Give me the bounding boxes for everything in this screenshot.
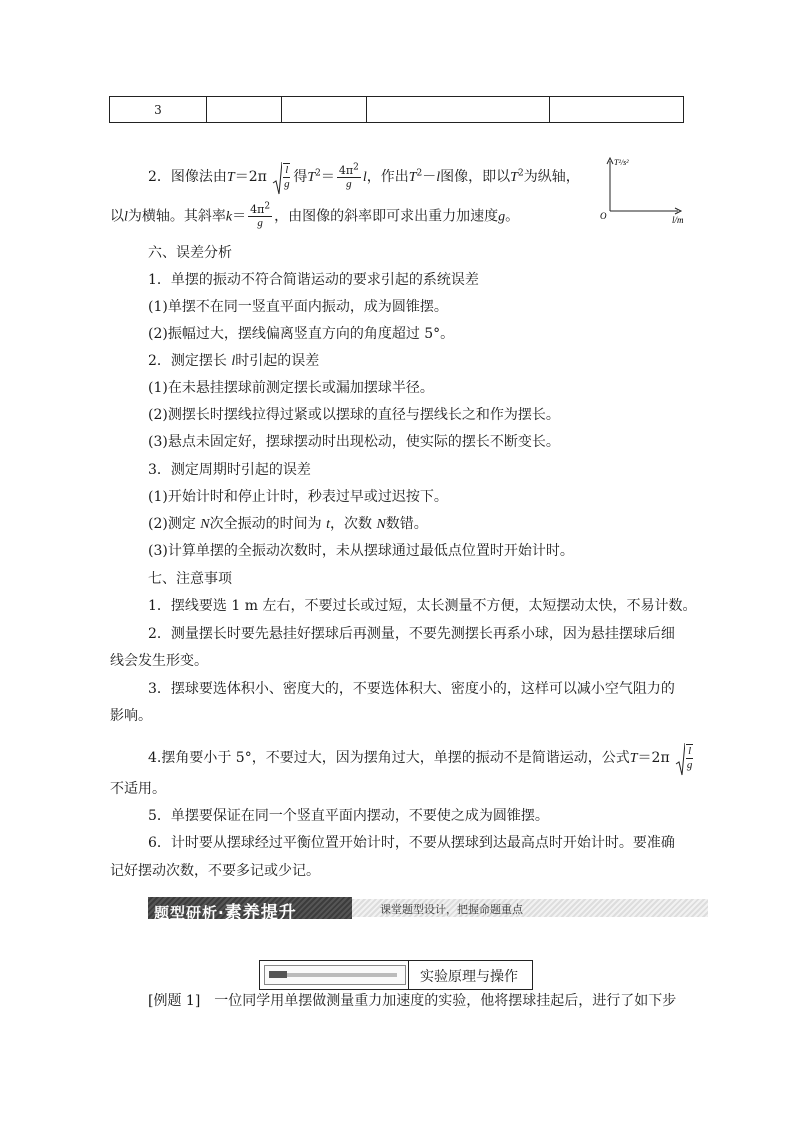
paragraph: 不适用。 xyxy=(110,781,166,797)
text: T xyxy=(226,170,235,185)
text: π xyxy=(257,169,267,185)
section-label: 实验原理与操作 xyxy=(420,969,518,985)
paragraph: (3)悬点未固定好，摆球摆动时出现松动，使实际的摆长不断变长。 xyxy=(148,434,560,450)
table-cell xyxy=(550,97,684,123)
text: ＝2 xyxy=(234,169,258,185)
text: · xyxy=(218,904,225,922)
text: 次全振动的时间为 xyxy=(209,516,322,532)
banner-subtitle: 课堂题型设计，把握命题重点 xyxy=(380,903,523,916)
text: 为纵轴， xyxy=(523,169,580,185)
superscript: 2 xyxy=(353,161,359,172)
text: l xyxy=(436,170,441,185)
section-banner xyxy=(148,897,708,923)
paragraph: (3)计算单摆的全振动次数时，未从摆球通过最低点位置时开始计时。 xyxy=(148,543,574,559)
paragraph xyxy=(148,744,696,772)
superscript: 2 xyxy=(416,168,423,179)
heading-error-analysis: 六、误差分析 xyxy=(148,245,232,261)
paragraph: 3．摆球要选体积小、密度大的，不要选体积大、密度小的，这样可以减小空气阻力的 xyxy=(148,681,675,697)
paragraph xyxy=(148,515,428,534)
fraction xyxy=(283,163,290,191)
text: 2．图像法由 xyxy=(148,169,227,185)
text: ＝2 xyxy=(637,750,661,766)
text: ，次数 xyxy=(329,516,372,532)
table-cell xyxy=(282,97,367,123)
text: 时引起的误差 xyxy=(235,353,320,369)
text: 得 xyxy=(293,169,308,185)
superscript: 2 xyxy=(517,168,524,179)
paragraph: 1．单摆的振动不符合简谐运动的要求引起的系统误差 xyxy=(148,272,479,288)
table-cell xyxy=(367,97,550,123)
text: 题型研析 xyxy=(154,904,219,922)
heading-precautions: 七、注意事项 xyxy=(148,571,232,587)
text: l xyxy=(362,170,367,185)
text: T xyxy=(510,170,518,185)
origin-label: O xyxy=(600,211,607,221)
text: 图像，即以 xyxy=(440,169,511,185)
text: l xyxy=(231,354,236,369)
paragraph: (2)测摆长时摆线拉得过紧或以摆球的直径与摆线长之和作为摆长。 xyxy=(148,407,560,423)
paragraph: 5．单摆要保证在同一个竖直平面内摆动，不要使之成为圆锥摆。 xyxy=(148,808,549,824)
text: 4.摆角要小于 5°，不要过大，因为摆角过大，单摆的振动不是简谐运动，公式 xyxy=(148,750,630,766)
fraction xyxy=(686,744,693,772)
paragraph: 6．计时要从摆球经过平衡位置开始计时，不要从摆球到达最高点时开始计时。要准确 xyxy=(148,835,675,851)
paragraph: (1)单摆不在同一竖直平面内振动，成为圆锥摆。 xyxy=(148,299,448,315)
text: π xyxy=(660,750,670,766)
text: T xyxy=(408,170,417,185)
paragraph: 影响。 xyxy=(110,708,152,724)
method2-line2: 以l为横轴。其斜率k＝ $\frac{4\pi^2}{g}$ ，由图像的斜率即可求出重力加速度g。 xyxy=(110,201,520,229)
paragraph: 线会发生形变。 xyxy=(110,653,208,669)
table-row xyxy=(110,97,684,123)
paragraph: 3．测定周期时引起的误差 xyxy=(148,462,311,478)
denominator: g xyxy=(346,177,352,190)
fraction xyxy=(248,203,272,230)
paragraph xyxy=(148,352,319,371)
decor-tag xyxy=(269,971,287,978)
superscript: 2 xyxy=(264,201,271,212)
paragraph: (1)开始计时和停止计时，秒表过早或过迟按下。 xyxy=(148,489,448,505)
table-cell-index: 3 xyxy=(110,97,207,123)
numerator: l xyxy=(285,164,289,176)
table-cell xyxy=(207,97,282,123)
sqrt-symbol xyxy=(272,163,292,191)
denominator: g xyxy=(284,178,290,190)
divider xyxy=(408,961,409,989)
fraction xyxy=(337,161,361,191)
sqrt-symbol xyxy=(675,744,695,772)
text: t xyxy=(326,517,330,532)
method2-line1: 2．图像法由T＝2π $\frac{l}{g}$ 得$T^2=$ $\frac{4\pi^2}{g}$ l，作出$T^2-l$图像，即以$T^2$为纵轴， xyxy=(148,163,580,191)
numerator: 4π xyxy=(250,203,265,216)
y-axis-label: T²/s² xyxy=(614,158,629,167)
decor-bar xyxy=(269,973,397,977)
text: 数错。 xyxy=(385,516,428,532)
label-decoration xyxy=(264,965,406,985)
banner-title xyxy=(154,898,297,923)
text: 以 xyxy=(110,208,124,225)
text: l xyxy=(124,209,128,225)
text: T xyxy=(629,751,638,766)
data-table xyxy=(109,96,684,123)
text: N xyxy=(200,517,210,532)
section-label-box xyxy=(259,960,533,990)
numerator: 4π xyxy=(338,163,354,177)
paragraph: (2)振幅过大，摆线偏离竖直方向的角度超过 5°。 xyxy=(148,326,455,342)
superscript: 2 xyxy=(315,168,321,179)
paragraph: (1)在未悬挂摆球前测定摆长或漏加摆球半径。 xyxy=(148,380,434,396)
text: 2．测定摆长 xyxy=(148,353,227,369)
text: 。 xyxy=(505,208,520,225)
denominator: g xyxy=(686,759,693,771)
example-paragraph: [例题 1] 一位同学用单摆做测量重力加速度的实验，他将摆球挂起后，进行了如下步 xyxy=(148,993,677,1009)
text: T xyxy=(307,170,316,185)
paragraph: 1．摆线要选 1 m 左右，不要过长或过短，太长测量不方便，太短摆动太快，不易计数。 xyxy=(148,598,697,614)
paragraph: 2．测量摆长时要先悬挂好摆球后再测量，不要先测摆长再系小球，因为悬挂摆球后细 xyxy=(148,626,675,642)
denominator: g xyxy=(257,217,263,229)
text: 素养提升 xyxy=(224,903,297,923)
text: ，由图像的斜率即可求出重力加速度 xyxy=(274,208,499,225)
text: N xyxy=(376,517,386,532)
text: g xyxy=(498,209,506,225)
paragraph: 记好摆动次数，不要多记或少记。 xyxy=(110,863,320,879)
text: ，作出 xyxy=(366,169,409,185)
t2-l-graph xyxy=(598,155,694,227)
text: 为横轴。其斜率 xyxy=(127,208,226,225)
numerator: l xyxy=(688,745,692,757)
text: － xyxy=(422,169,437,185)
text: k xyxy=(225,209,233,225)
x-axis-label: l/m xyxy=(672,215,684,225)
text: (2)测定 xyxy=(148,516,196,532)
